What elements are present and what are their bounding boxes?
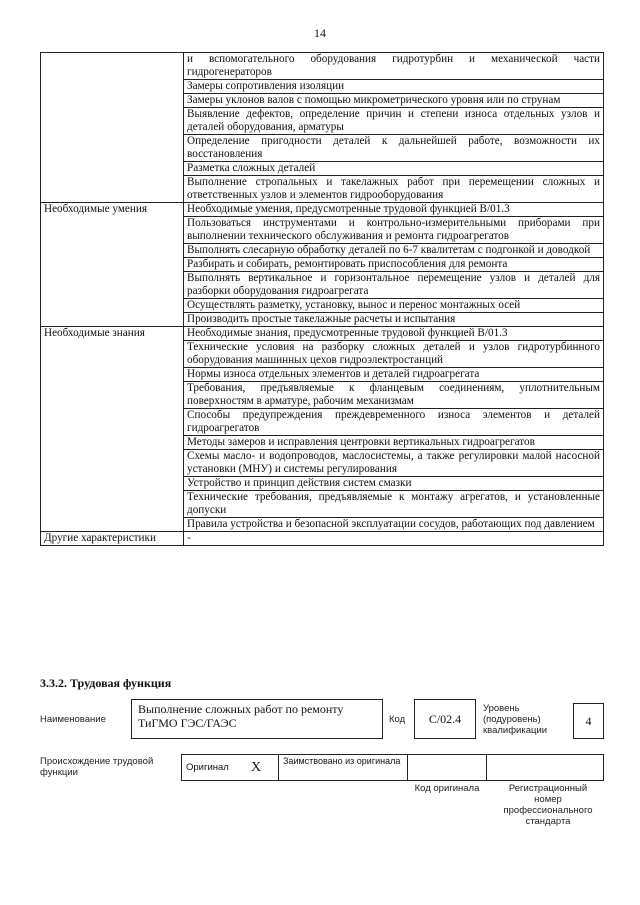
table-row [41,327,604,341]
table-cell: Выявление дефектов, определение причин и степени износа отдельных узлов и деталей оборудования, арматуры [184,108,604,135]
table-cell: Разметка сложных деталей [184,162,604,176]
table-row [41,203,604,217]
table-cell: Выполнять слесарную обработку деталей по 6-7 квалитетам с подгонкой и доводкой [184,244,604,258]
reg-number-caption: Регистрационный номер профессионального стандарта [503,783,593,827]
requirements-table [40,52,604,546]
table-cell: Устройство и принцип действия систем смазки [184,477,604,491]
table-cell: Определение пригодности деталей к дальнейшей работе, возможности их восстановления [184,135,604,162]
section-title: 3.3.2. Трудовая функция [40,676,172,690]
qualification-level-box: 4 [573,703,604,739]
row-label: Необходимые знания [41,327,184,532]
code-label: Код [389,714,406,725]
original-label: Оригинал [182,755,235,781]
table-cell: Способы предупреждения преждевременного износа элементов и деталей гидроагрегатов [184,409,604,436]
reg-number-cell [487,755,604,781]
table-cell: и вспомогательного оборудования гидротурбин и механической части гидрогенераторов [184,53,604,80]
origin-table [181,754,604,781]
borrowed-label: Заимствовано из оригинала [279,755,408,781]
row-label: Другие характеристики [41,532,184,546]
name-label: Наименование [40,714,106,725]
table-cell: Замеры уклонов валов с помощью микрометрического уровня или по струнам [184,94,604,108]
table-cell: Требования, предъявляемые к фланцевым соединениям, уплотнительным поверхностям в арматуре, рабочим механизмам [184,382,604,409]
table-row [41,53,604,80]
table-cell: Необходимые умения, предусмотренные трудовой функцией В/01.3 [184,203,604,217]
table-cell: Необходимые знания, предусмотренные трудовой функцией В/01.3 [184,327,604,341]
origin-label: Происхождение трудовой функции [40,756,154,778]
table-cell: Методы замеров и исправления центровки вертикальных гидроагрегатов [184,436,604,450]
table-cell: Схемы масло- и водопроводов, маслосистемы, а также регулировки малой насосной установки (МНУ) и системы регулирования [184,450,604,477]
table-cell: Нормы износа отдельных элементов и деталей гидроагрегата [184,368,604,382]
table-cell: Правила устройства и безопасной эксплуатации сосудов, работающих под давлением [184,518,604,532]
function-code-box: С/02.4 [414,699,476,739]
table-cell: Выполнение стропальных и такелажных работ при перемещении сложных и ответственных узлов и элементов гидрооборудования [184,176,604,203]
table-cell: Осуществлять разметку, установку, вынос и перенос монтажных осей [184,299,604,313]
table-cell: Технические условия на разборку сложных деталей и узлов гидротурбинного оборудования машинных цехов гидроэлектростанций [184,341,604,368]
table-cell: Пользоваться инструментами и контрольно-измерительными приборами при выполнении технического обслуживания и ремонта гидроагрегатов [184,217,604,244]
code-original-cell [408,755,487,781]
page-number: 14 [314,26,326,40]
table-cell: Замеры сопротивления изоляции [184,80,604,94]
qualification-level-label: Уровень (подуровень) квалификации [483,703,548,736]
table-cell: Разбирать и собирать, ремонтировать приспособления для ремонта [184,258,604,272]
code-original-caption: Код оригинала [414,783,480,794]
table-cell: - [184,532,604,546]
table-cell: Выполнять вертикальное и горизонтальное перемещение узлов и деталей для разборки оборудования гидроагрегата [184,272,604,299]
table-cell: Производить простые такелажные расчеты и испытания [184,313,604,327]
table-cell: Технические требования, предъявляемые к монтажу агрегатов, и установленные допуски [184,491,604,518]
function-name-box: Выполнение сложных работ по ремонту ТиГМО ГЭС/ГАЭС [131,699,383,739]
original-mark: X [234,755,279,781]
row-label [41,53,184,203]
table-row [41,532,604,546]
row-label: Необходимые умения [41,203,184,327]
